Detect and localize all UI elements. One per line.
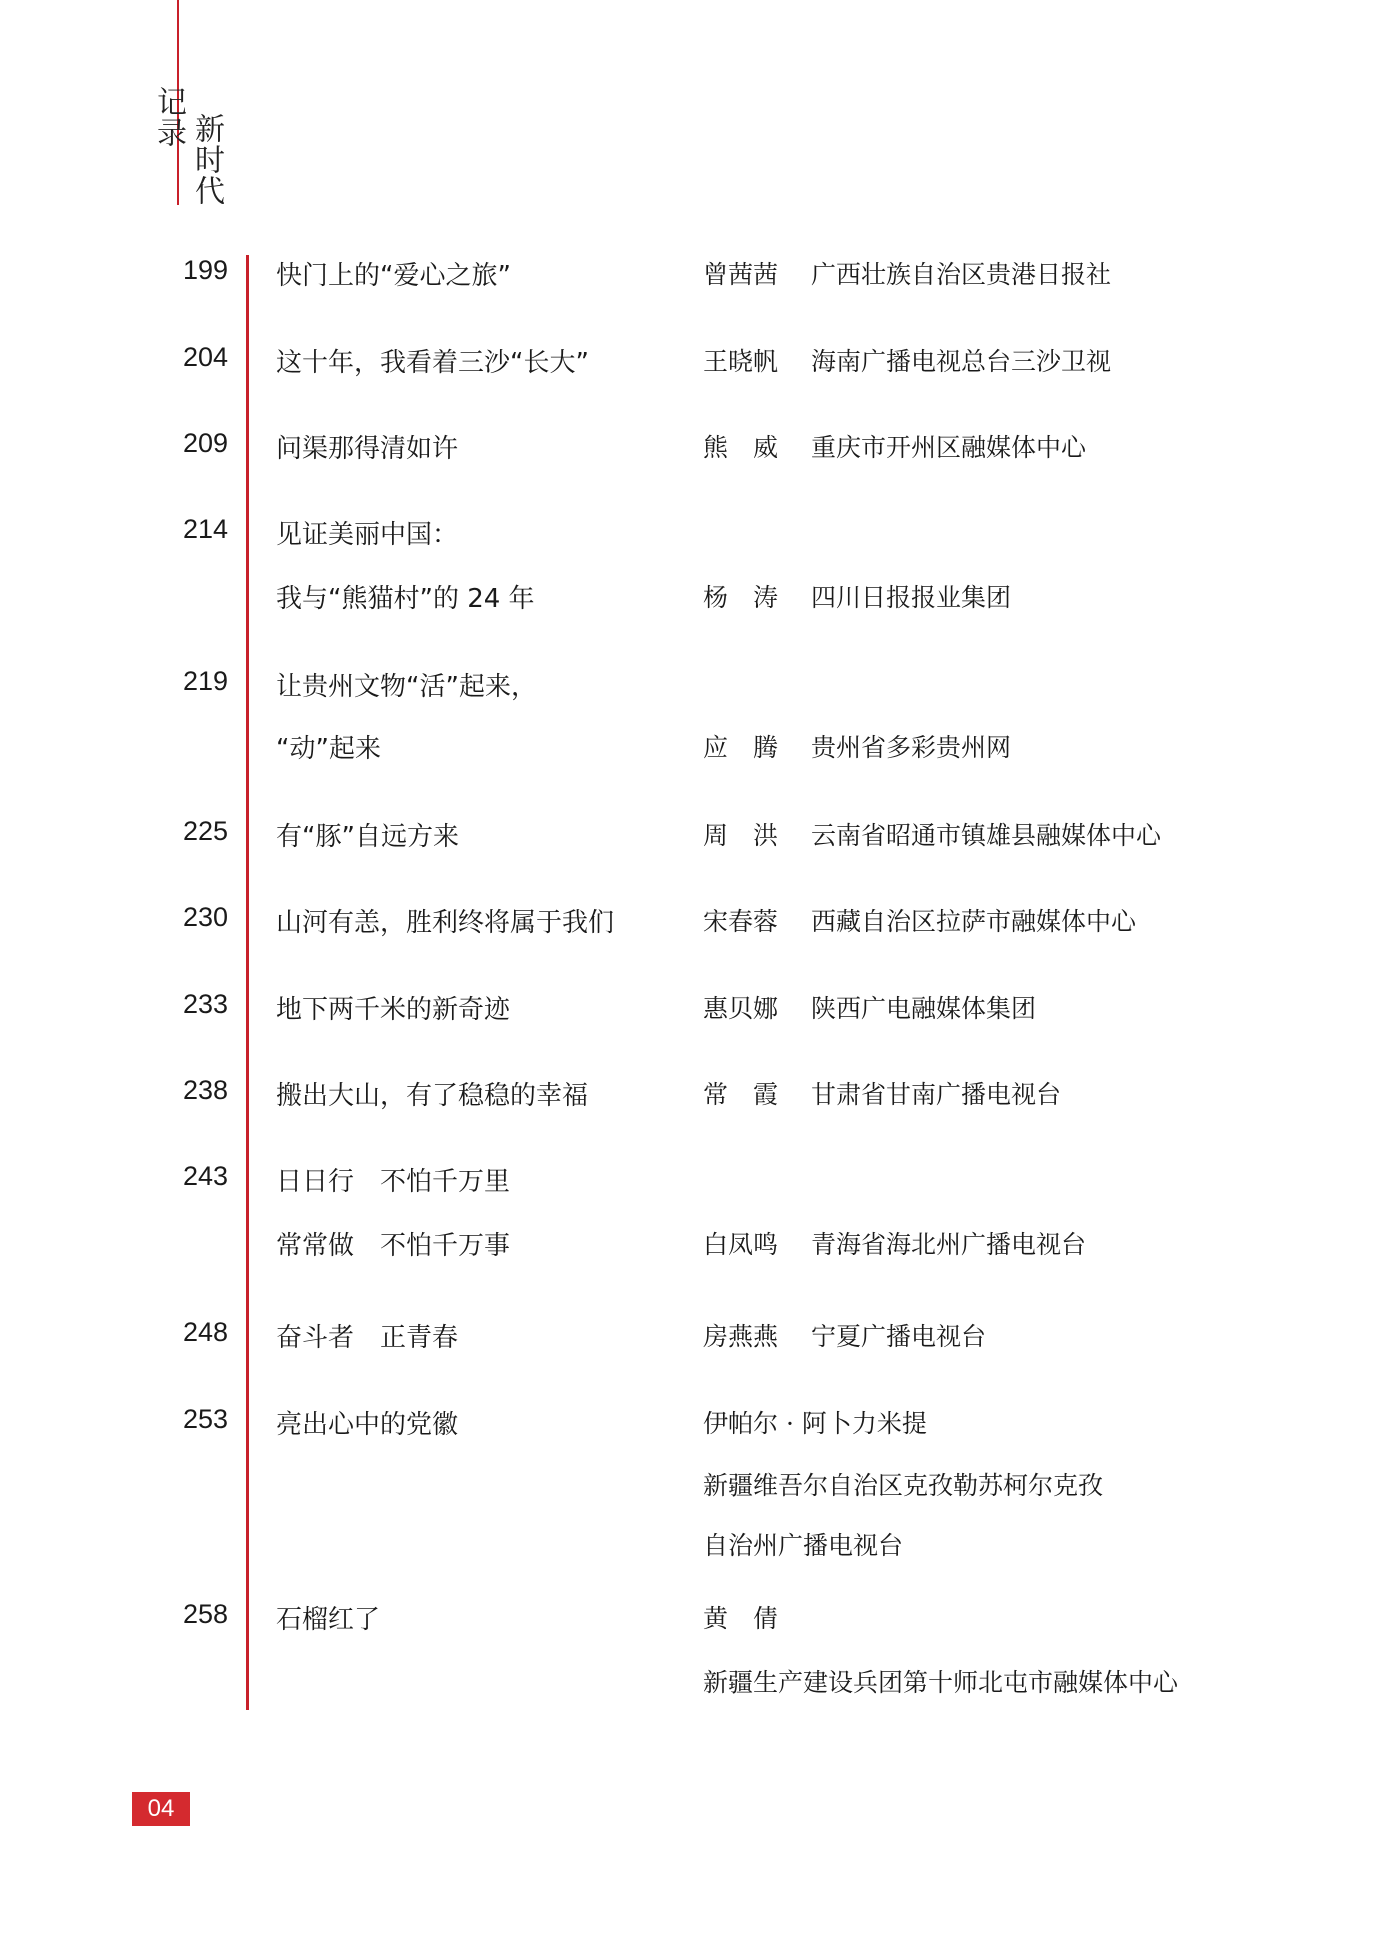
page-number: 219 bbox=[182, 666, 228, 696]
page-number: 253 bbox=[182, 1404, 228, 1434]
page-number: 243 bbox=[182, 1161, 228, 1191]
entry-title: 亮出心中的党徽 bbox=[276, 1410, 459, 1440]
entry-org: 青海省海北州广播电视台 bbox=[811, 1230, 1087, 1259]
entry-author: 王晓帆 bbox=[703, 347, 779, 376]
entry-author: 黄 倩 bbox=[703, 1604, 779, 1633]
entry-title-line-2: 常常做 不怕千万事 bbox=[276, 1231, 511, 1261]
entry-org: 重庆市开州区融媒体中心 bbox=[811, 433, 1087, 462]
page-number: 233 bbox=[182, 989, 228, 1019]
entry-title: 地下两千米的新奇迹 bbox=[276, 995, 511, 1025]
entry-title: 有“豚”自远方来 bbox=[276, 822, 459, 852]
entry-author: 常 霞 bbox=[703, 1080, 779, 1109]
entry-org: 新疆生产建设兵团第十师北屯市融媒体中心 bbox=[703, 1668, 1179, 1697]
entry-title: 这十年，我看着三沙“长大” bbox=[276, 348, 589, 378]
entry-title: 日日行 不怕千万里 bbox=[276, 1167, 511, 1197]
entry-title: 搬出大山，有了稳稳的幸福 bbox=[276, 1081, 589, 1111]
entry-title-line-2: “动”起来 bbox=[276, 734, 381, 764]
entry-author: 伊帕尔 · 阿卜力米提 bbox=[703, 1409, 927, 1438]
header-label-2: 新时代 bbox=[189, 113, 224, 206]
page-number: 199 bbox=[182, 255, 228, 285]
entry-title: 山河有恙，胜利终将属于我们 bbox=[276, 908, 615, 938]
entry-author: 房燕燕 bbox=[703, 1322, 779, 1351]
entry-org: 西藏自治区拉萨市融媒体中心 bbox=[811, 907, 1137, 936]
page-number: 225 bbox=[182, 816, 228, 846]
header-label-1: 记录 bbox=[151, 86, 186, 148]
entry-title: 见证美丽中国： bbox=[276, 520, 459, 550]
entry-author: 惠贝娜 bbox=[703, 994, 779, 1023]
entry-author: 应 腾 bbox=[703, 733, 779, 762]
entry-org: 陕西广电融媒体集团 bbox=[811, 994, 1037, 1023]
page-number: 248 bbox=[182, 1317, 228, 1347]
entry-author: 杨 涛 bbox=[703, 583, 779, 612]
page-number: 209 bbox=[182, 428, 228, 458]
entry-author: 熊 威 bbox=[703, 433, 779, 462]
entry-org: 宁夏广播电视台 bbox=[811, 1322, 987, 1351]
entry-org-line-2: 自治州广播电视台 bbox=[703, 1531, 904, 1560]
entry-title: 让贵州文物“活”起来， bbox=[276, 672, 537, 702]
entry-org: 贵州省多彩贵州网 bbox=[811, 733, 1012, 762]
entry-author: 周 洪 bbox=[703, 821, 779, 850]
entry-org: 海南广播电视总台三沙卫视 bbox=[811, 347, 1112, 376]
entry-author: 宋春蓉 bbox=[703, 907, 779, 936]
page-number: 204 bbox=[182, 342, 228, 372]
entry-title: 奋斗者 正青春 bbox=[276, 1323, 459, 1353]
page-number: 214 bbox=[182, 514, 228, 544]
entry-org: 云南省昭通市镇雄县融媒体中心 bbox=[811, 821, 1162, 850]
entry-title: 石榴红了 bbox=[276, 1605, 381, 1635]
entry-title: 问渠那得清如许 bbox=[276, 434, 459, 464]
entry-title-line-2: 我与“熊猫村”的 24 年 bbox=[276, 584, 535, 614]
page-number: 258 bbox=[182, 1599, 228, 1629]
entry-author: 曾茜茜 bbox=[703, 260, 779, 289]
entry-org: 甘肃省甘南广播电视台 bbox=[811, 1080, 1062, 1109]
entry-author: 白凤鸣 bbox=[703, 1230, 779, 1259]
entry-org: 广西壮族自治区贵港日报社 bbox=[811, 260, 1112, 289]
page-number: 238 bbox=[182, 1075, 228, 1105]
entry-org: 四川日报报业集团 bbox=[811, 583, 1012, 612]
entry-org: 新疆维吾尔自治区克孜勒苏柯尔克孜 bbox=[703, 1471, 1104, 1500]
entry-title: 快门上的“爱心之旅” bbox=[276, 261, 511, 291]
page-number: 230 bbox=[182, 902, 228, 932]
page-number-badge: 04 bbox=[132, 1792, 190, 1826]
